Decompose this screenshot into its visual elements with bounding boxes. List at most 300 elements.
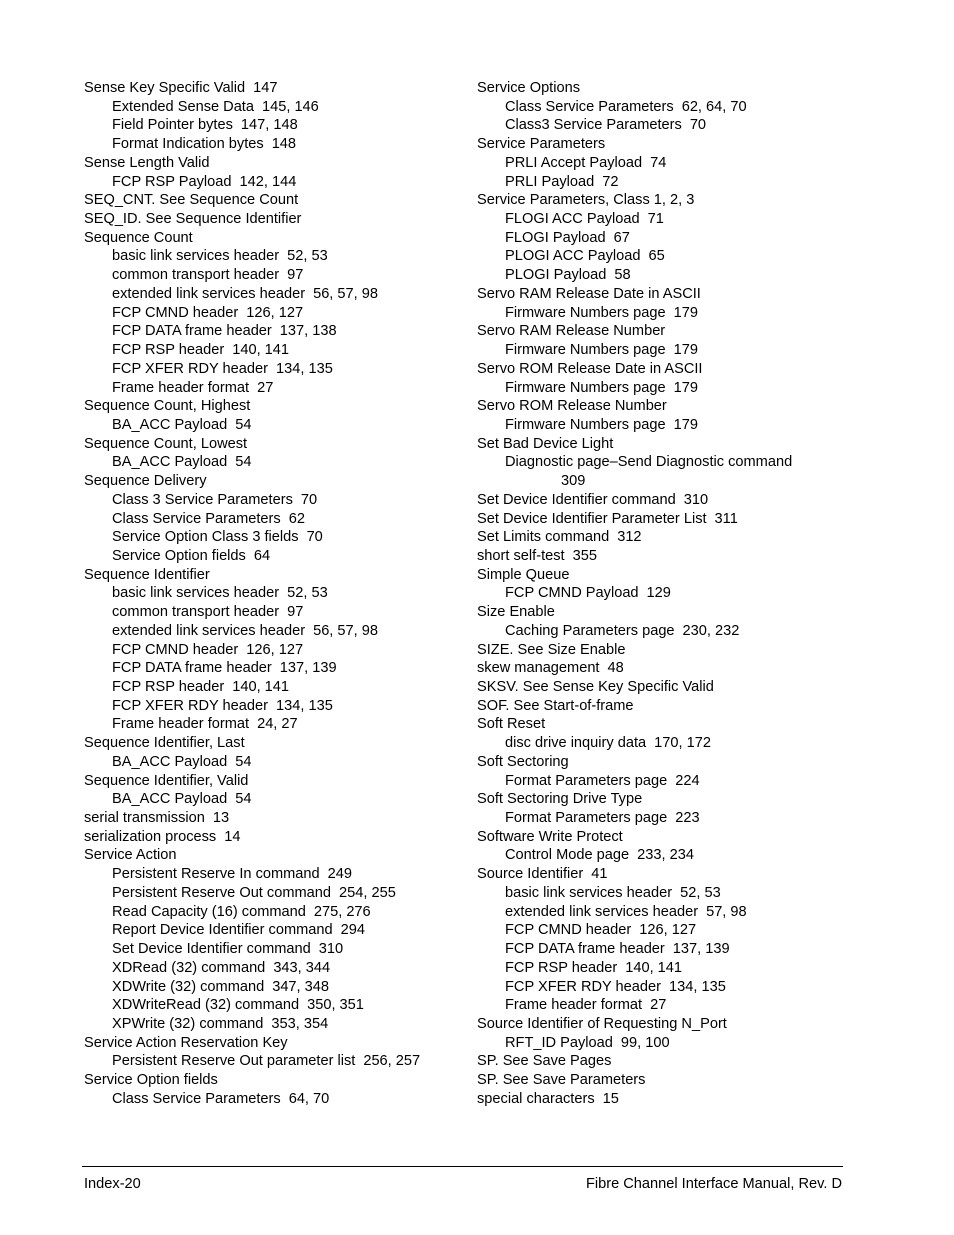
- index-page-refs: 147, 148: [240, 117, 298, 134]
- index-page-refs: 97: [287, 604, 304, 621]
- index-subentry: [84, 715, 469, 734]
- index-page-refs: 57, 98: [706, 903, 747, 920]
- index-term: BA_ACC Payload: [112, 454, 228, 471]
- index-entry: [84, 191, 469, 210]
- index-page-refs: 64: [253, 547, 271, 564]
- index-term: Caching Parameters page: [505, 622, 675, 639]
- index-subentry: [477, 734, 847, 753]
- index-entry: [84, 566, 469, 585]
- index-term: Set Bad Device Light: [477, 435, 614, 452]
- index-page-refs: 312: [617, 529, 642, 546]
- index-term: XDRead (32) command: [112, 959, 266, 976]
- index-term: FCP DATA frame header: [112, 660, 272, 677]
- index-term: Service Option Class 3 fields: [112, 529, 299, 546]
- index-subentry: [477, 229, 847, 248]
- index-entry: [84, 1071, 469, 1090]
- index-term: Sequence Identifier, Last: [84, 735, 245, 752]
- index-page-refs: 97: [287, 267, 304, 284]
- index-page-refs: 223: [675, 810, 700, 827]
- index-term: BA_ACC Payload: [112, 416, 228, 433]
- index-term: Set Device Identifier command: [112, 941, 311, 958]
- index-term: Size Enable: [477, 604, 555, 621]
- index-term: SKSV. See Sense Key Specific Valid: [477, 679, 714, 695]
- index-page-refs: 179: [673, 379, 698, 396]
- index-entry: [477, 865, 847, 884]
- index-subentry: [84, 379, 469, 398]
- index-subentry: [477, 584, 847, 603]
- index-page-refs: 67: [613, 229, 630, 246]
- index-page-refs: 52, 53: [287, 585, 328, 602]
- index-page-refs: 52, 53: [287, 248, 328, 265]
- index-subentry: [84, 360, 469, 379]
- index-subentry: [477, 116, 847, 135]
- index-page-refs: 62, 64, 70: [681, 98, 747, 115]
- index-term: basic link services header: [112, 248, 280, 265]
- index-page-refs: 27: [257, 379, 274, 396]
- index-page-refs: 126, 127: [246, 304, 304, 321]
- index-page-refs: 140, 141: [625, 959, 683, 976]
- index-subentry: [84, 940, 469, 959]
- index-subentry: [477, 903, 847, 922]
- index-term: FCP CMND header: [112, 304, 239, 321]
- index-column-left: [84, 79, 469, 1109]
- index-page-refs: 70: [689, 117, 707, 134]
- index-subentry: [84, 1052, 469, 1071]
- index-term: extended link services header: [112, 622, 306, 639]
- index-term: Service Parameters: [477, 136, 606, 153]
- index-subentry: [84, 1015, 469, 1034]
- index-entry: [477, 566, 847, 585]
- index-page-refs: 27: [650, 997, 667, 1014]
- index-entry: [477, 828, 847, 847]
- index-subentry: [477, 379, 847, 398]
- index-subentry: [84, 641, 469, 660]
- index-term: Persistent Reserve In command: [112, 866, 320, 883]
- index-entry: [477, 510, 847, 529]
- index-term: Service Options: [477, 80, 581, 96]
- index-subentry: [84, 659, 469, 678]
- index-term: Soft Sectoring Drive Type: [477, 791, 643, 808]
- index-subentry: [84, 341, 469, 360]
- index-entry: [84, 229, 469, 248]
- index-page-refs: 310: [318, 941, 344, 958]
- index-page-refs: 74: [650, 154, 667, 171]
- index-term: Set Device Identifier command: [477, 491, 676, 508]
- index-term: Sequence Identifier, Valid: [84, 772, 249, 789]
- index-term: Sense Length Valid: [84, 154, 210, 171]
- index-term: Firmware Numbers page: [505, 304, 666, 321]
- index-term: FCP XFER RDY header: [112, 360, 268, 377]
- index-term: Frame header format: [505, 997, 643, 1014]
- index-subentry: [477, 304, 847, 323]
- index-term: SP. See Save Parameters: [477, 1072, 646, 1089]
- index-term: extended link services header: [505, 903, 699, 920]
- index-term: BA_ACC Payload: [112, 791, 228, 808]
- index-term: Diagnostic page–Send Diagnostic command: [505, 454, 793, 471]
- index-page-refs: 249: [327, 866, 352, 883]
- index-term: Service Parameters, Class 1, 2, 3: [477, 192, 695, 209]
- index-page-refs: 170, 172: [654, 735, 711, 752]
- index-entry: [84, 472, 469, 491]
- index-subentry: [477, 247, 847, 266]
- index-subentry: [84, 584, 469, 603]
- index-term: Set Limits command: [477, 529, 610, 546]
- index-term: short self-test: [477, 547, 565, 564]
- index-term: PLOGI ACC Payload: [505, 248, 641, 265]
- index-subentry: [84, 903, 469, 922]
- index-subentry: [477, 846, 847, 865]
- index-term: Software Write Protect: [477, 828, 623, 845]
- footer-page-number: Index-20: [84, 1176, 141, 1192]
- index-page-refs: 56, 57, 98: [313, 622, 378, 639]
- index-subentry: [84, 678, 469, 697]
- index-subentry: [84, 921, 469, 940]
- index-term: Sense Key Specific Valid: [84, 80, 246, 96]
- index-entry: [84, 734, 469, 753]
- footer-divider: [82, 1166, 843, 1167]
- index-page-refs: 24, 27: [257, 716, 298, 733]
- index-entry: [84, 846, 469, 865]
- index-term: FLOGI ACC Payload: [505, 211, 640, 228]
- index-subentry: [477, 472, 847, 491]
- index-entry: [477, 641, 847, 660]
- index-term: Class Service Parameters: [112, 1090, 281, 1107]
- index-page-refs: 140, 141: [232, 342, 290, 359]
- index-term: common transport header: [112, 604, 280, 621]
- index-subentry: [84, 978, 469, 997]
- index-subentry: [84, 996, 469, 1015]
- index-subentry: [84, 247, 469, 266]
- index-page-refs: 54: [235, 454, 252, 471]
- index-page-refs: 71: [647, 211, 664, 228]
- index-term: SIZE. See Size Enable: [477, 641, 626, 658]
- index-page-refs: 13: [212, 810, 230, 827]
- index-page-refs: 355: [572, 547, 597, 564]
- index-page-refs: 179: [673, 416, 698, 433]
- index-entry: [477, 397, 847, 416]
- index-term: Frame header format: [112, 716, 250, 733]
- index-term: basic link services header: [505, 884, 673, 901]
- index-term: XDWrite (32) command: [112, 978, 265, 995]
- index-subentry: [477, 266, 847, 285]
- index-page-refs: 99, 100: [620, 1034, 670, 1051]
- index-term: basic link services header: [112, 585, 280, 602]
- index-page-refs: 54: [235, 753, 252, 770]
- index-entry: [477, 491, 847, 510]
- index-subentry: [84, 304, 469, 323]
- index-term: XDWriteRead (32) command: [112, 997, 300, 1014]
- index-page-refs: 134, 135: [669, 978, 726, 995]
- index-page-refs: 233, 234: [637, 847, 694, 864]
- index-entry: [84, 772, 469, 791]
- index-term: Control Mode page: [505, 847, 630, 864]
- index-subentry: [477, 210, 847, 229]
- index-subentry: [84, 116, 469, 135]
- index-term: disc drive inquiry data: [505, 735, 647, 752]
- index-term: Service Action Reservation Key: [84, 1034, 288, 1051]
- index-term: Set Device Identifier Parameter List: [477, 510, 707, 527]
- index-entry: [84, 828, 469, 847]
- index-term: Persistent Reserve Out command: [112, 884, 331, 901]
- index-entry: [477, 547, 847, 566]
- index-page-refs: 311: [714, 510, 738, 527]
- index-subentry: [477, 173, 847, 192]
- index-page-refs: 179: [673, 304, 698, 321]
- index-page-refs: 343, 344: [273, 959, 331, 976]
- index-term: Sequence Delivery: [84, 473, 207, 490]
- index-page-refs: 294: [340, 922, 365, 939]
- index-page-refs: 140, 141: [232, 679, 290, 695]
- index-entry: [84, 154, 469, 173]
- index-page-refs: 52, 53: [680, 884, 721, 901]
- index-subentry: [477, 921, 847, 940]
- index-entry: [477, 135, 847, 154]
- index-term: FCP XFER RDY header: [112, 697, 268, 714]
- index-subentry: [477, 772, 847, 791]
- index-term: FLOGI Payload: [505, 229, 606, 246]
- index-subentry: [477, 416, 847, 435]
- index-term: Class 3 Service Parameters: [112, 491, 293, 508]
- index-entry: [477, 697, 847, 716]
- index-page-refs: 147: [253, 80, 278, 96]
- index-page-refs: 41: [591, 866, 608, 883]
- footer-manual-title: Fibre Channel Interface Manual, Rev. D: [585, 1176, 842, 1192]
- index-page-refs: 145, 146: [261, 98, 319, 115]
- index-subentry: [84, 322, 469, 341]
- index-page-refs: 70: [306, 529, 323, 546]
- index-subentry: [84, 510, 469, 529]
- index-term: Servo RAM Release Number: [477, 323, 666, 340]
- index-term: FCP RSP Payload: [112, 173, 232, 190]
- index-page-refs: 62: [288, 510, 305, 527]
- index-subentry: [84, 1090, 469, 1109]
- index-term: serial transmission: [84, 810, 205, 827]
- index-page-refs: 54: [235, 791, 252, 808]
- index-subentry: [84, 790, 469, 809]
- index-term: RFT_ID Payload: [505, 1034, 613, 1051]
- index-entry: [477, 285, 847, 304]
- index-page-refs: 15: [602, 1090, 619, 1107]
- index-term: BA_ACC Payload: [112, 753, 228, 770]
- index-term: FCP RSP header: [505, 959, 618, 976]
- index-subentry: [84, 453, 469, 472]
- index-entry: [477, 191, 847, 210]
- index-subentry: [84, 266, 469, 285]
- index-subentry: [84, 528, 469, 547]
- index-term: PRLI Accept Payload: [505, 154, 643, 171]
- index-term: Read Capacity (16) command: [112, 903, 306, 920]
- index-term: Sequence Count: [84, 229, 193, 246]
- index-term: FCP CMND header: [505, 922, 632, 939]
- index-subentry: [84, 753, 469, 772]
- index-page-refs: 142, 144: [239, 173, 297, 190]
- index-term: SP. See Save Pages: [477, 1053, 612, 1070]
- index-entry: [477, 659, 847, 678]
- index-subentry: [477, 809, 847, 828]
- index-entry: [477, 360, 847, 379]
- index-term: Sequence Count, Highest: [84, 398, 251, 415]
- index-page-refs: 48: [607, 660, 624, 677]
- index-page-refs: 179: [673, 342, 698, 359]
- index-subentry: [84, 98, 469, 117]
- index-page-refs: 347, 348: [272, 978, 330, 995]
- index-term: PLOGI Payload: [505, 267, 607, 284]
- index-page-refs: 309: [561, 473, 586, 490]
- index-column-right: [477, 79, 847, 1109]
- index-page-refs: 72: [602, 173, 619, 190]
- index-term: Soft Sectoring: [477, 753, 569, 770]
- index-subentry: [477, 978, 847, 997]
- index-entry: [84, 79, 469, 98]
- index-page-refs: 256, 257: [363, 1053, 421, 1070]
- index-term: Firmware Numbers page: [505, 379, 666, 396]
- index-term: Sequence Count, Lowest: [84, 435, 248, 452]
- index-term: Format Parameters page: [505, 772, 668, 789]
- index-page-refs: 137, 139: [279, 660, 337, 677]
- index-term: SEQ_ID. See Sequence Identifier: [84, 211, 302, 228]
- index-entry: [477, 678, 847, 697]
- index-term: Class3 Service Parameters: [505, 117, 682, 134]
- index-term: Servo ROM Release Date in ASCII: [477, 360, 703, 377]
- index-entry: [477, 528, 847, 547]
- index-subentry: [84, 865, 469, 884]
- index-term: FCP CMND header: [112, 641, 239, 658]
- index-subentry: [84, 547, 469, 566]
- index-page-refs: 65: [648, 248, 665, 265]
- index-subentry: [84, 603, 469, 622]
- index-term: Sequence Identifier: [84, 566, 210, 583]
- index-page-refs: 56, 57, 98: [313, 285, 378, 302]
- index-entry: [477, 603, 847, 622]
- index-term: Report Device Identifier command: [112, 922, 333, 939]
- index-term: Servo ROM Release Number: [477, 398, 667, 415]
- index-subentry: [84, 697, 469, 716]
- index-page-refs: 254, 255: [339, 884, 396, 901]
- index-subentry: [84, 173, 469, 192]
- index-term: FCP XFER RDY header: [505, 978, 661, 995]
- index-term: Service Option fields: [112, 547, 246, 564]
- index-page-refs: 70: [300, 491, 318, 508]
- index-term: Simple Queue: [477, 566, 570, 583]
- index-subentry: [477, 884, 847, 903]
- index-term: common transport header: [112, 267, 280, 284]
- index-term: SOF. See Start-of-frame: [477, 697, 634, 714]
- index-term: Format Parameters page: [505, 810, 668, 827]
- index-term: Servo RAM Release Date in ASCII: [477, 285, 701, 302]
- index-page-refs: 54: [235, 416, 252, 433]
- index-page-refs: 224: [675, 772, 700, 789]
- index-term: FCP RSP header: [112, 342, 225, 359]
- index-page-refs: 275, 276: [313, 903, 371, 920]
- index-term: FCP RSP header: [112, 679, 225, 695]
- index-page-refs: 350, 351: [307, 997, 364, 1014]
- index-entry: [477, 1052, 847, 1071]
- index-term: serialization process: [84, 828, 217, 845]
- index-term: Format Indication bytes: [112, 136, 264, 153]
- index-entry: [477, 790, 847, 809]
- index-page-refs: 310: [683, 491, 709, 508]
- index-subentry: [477, 959, 847, 978]
- index-term: Source Identifier: [477, 866, 584, 883]
- index-entry: [477, 79, 847, 98]
- index-subentry: [477, 98, 847, 117]
- index-term: Source Identifier of Requesting N_Port: [477, 1015, 727, 1032]
- index-term: skew management: [477, 660, 600, 677]
- index-page-refs: 353, 354: [271, 1015, 329, 1032]
- index-term: Service Action: [84, 847, 177, 864]
- index-entry: [477, 1090, 847, 1109]
- index-subentry: [84, 884, 469, 903]
- index-subentry: [477, 453, 847, 472]
- index-subentry: [477, 996, 847, 1015]
- index-page-refs: 137, 139: [672, 941, 730, 958]
- index-subentry: [84, 491, 469, 510]
- index-entry: [477, 435, 847, 454]
- index-subentry: [477, 940, 847, 959]
- index-page-refs: 129: [646, 585, 671, 602]
- index-entry: [84, 1034, 469, 1053]
- index-term: Extended Sense Data: [112, 98, 254, 115]
- index-page-refs: 14: [224, 828, 241, 845]
- index-term: SEQ_CNT. See Sequence Count: [84, 192, 299, 209]
- index-term: extended link services header: [112, 285, 306, 302]
- index-subentry: [477, 622, 847, 641]
- index-term: Class Service Parameters: [112, 510, 281, 527]
- index-term: Soft Reset: [477, 716, 546, 733]
- index-term: Persistent Reserve Out parameter list: [112, 1053, 356, 1070]
- index-page-refs: 134, 135: [276, 697, 333, 714]
- index-term: PRLI Payload: [505, 173, 595, 190]
- index-subentry: [84, 135, 469, 154]
- index-term: FCP DATA frame header: [112, 323, 272, 340]
- index-entry: [84, 809, 469, 828]
- index-term: Field Pointer bytes: [112, 117, 233, 134]
- index-page-refs: 126, 127: [639, 922, 697, 939]
- index-term: Frame header format: [112, 379, 250, 396]
- index-entry: [477, 322, 847, 341]
- index-subentry: [84, 416, 469, 435]
- index-page-refs: 126, 127: [246, 641, 304, 658]
- index-page-refs: 64, 70: [288, 1090, 330, 1107]
- index-subentry: [477, 341, 847, 360]
- index-term: Class Service Parameters: [505, 98, 674, 115]
- index-page-refs: 58: [614, 267, 631, 284]
- index-term: Firmware Numbers page: [505, 416, 666, 433]
- index-page-refs: 137, 138: [279, 323, 337, 340]
- index-subentry: [84, 285, 469, 304]
- index-entry: [84, 435, 469, 454]
- index-subentry: [477, 1034, 847, 1053]
- index-entry: [477, 1015, 847, 1034]
- index-entry: [84, 397, 469, 416]
- index-term: FCP DATA frame header: [505, 941, 665, 958]
- index-subentry: [477, 154, 847, 173]
- index-entry: [477, 1071, 847, 1090]
- index-term: XPWrite (32) command: [112, 1015, 264, 1032]
- index-page-refs: 230, 232: [682, 622, 740, 639]
- index-term: FCP CMND Payload: [505, 585, 639, 602]
- index-page-refs: 134, 135: [276, 360, 333, 377]
- index-entry: [477, 753, 847, 772]
- index-subentry: [84, 622, 469, 641]
- index-subentry: [84, 959, 469, 978]
- index-term: Firmware Numbers page: [505, 342, 666, 359]
- index-term: special characters: [477, 1090, 595, 1107]
- index-page-refs: 148: [271, 136, 297, 153]
- index-entry: [84, 210, 469, 229]
- index-term: Service Option fields: [84, 1072, 218, 1089]
- index-entry: [477, 715, 847, 734]
